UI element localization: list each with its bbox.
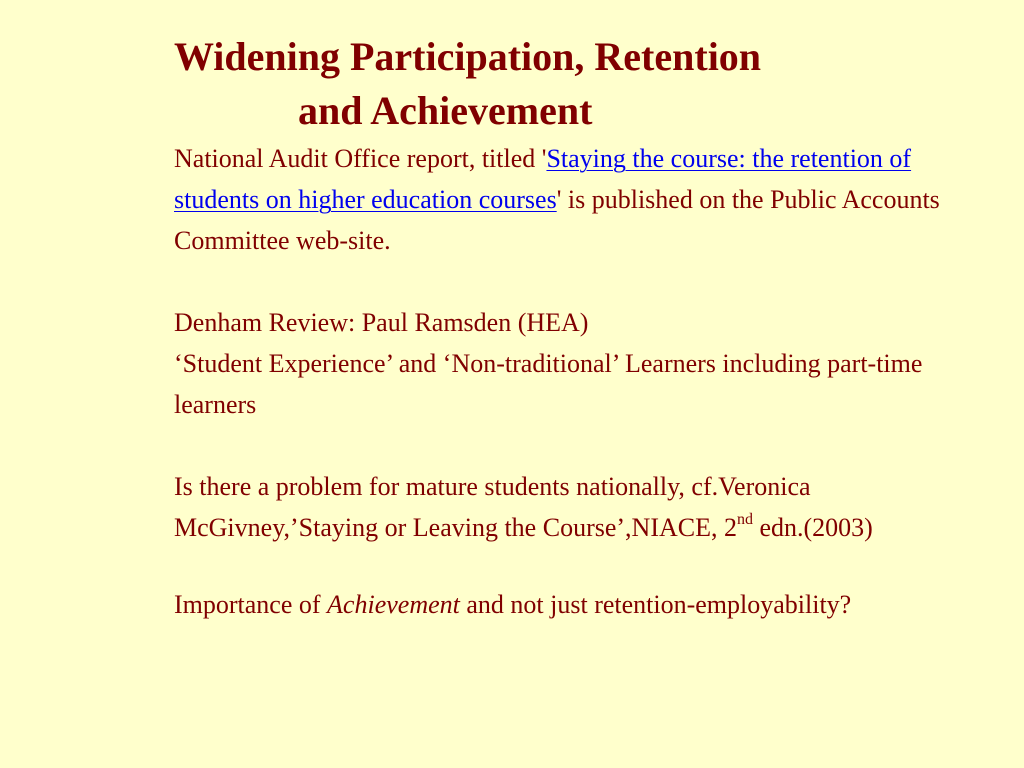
title-line-1: Widening Participation, Retention [174, 34, 762, 79]
achievement-emphasis: Achievement [327, 590, 460, 619]
spacer [174, 548, 964, 584]
mature-students-paragraph [174, 466, 964, 548]
nao-report-suffix: ' is published on the Public Accounts Committee web-site. [174, 185, 940, 255]
nao-report-link[interactable]: Staying the course: the retention of students on higher education courses [174, 144, 912, 214]
mature-students-text: Is there a problem for mature students nationally, cf.Veronica McGivney,’Staying or Leaving the Course’,NIACE, 2 [174, 472, 811, 542]
slide-body [174, 138, 964, 625]
nao-report-paragraph [174, 138, 964, 261]
edition-text: edn.(2003) [752, 513, 873, 542]
nao-report-prefix: National Audit Office report, titled ' [174, 144, 547, 173]
importance-suffix: and not just retention-employability? [459, 590, 852, 619]
title-line-2: and Achievement [298, 88, 593, 133]
spacer [174, 261, 964, 302]
denham-review-line-1: Denham Review: Paul Ramsden (HEA) [174, 308, 589, 337]
importance-prefix: Importance of [174, 590, 328, 619]
denham-review-line-2: ‘Student Experience’ and ‘Non-traditional’ Learners including part-time learners [174, 349, 923, 419]
edition-superscript: nd [736, 511, 753, 529]
denham-review-paragraph [174, 302, 964, 425]
importance-paragraph [174, 584, 964, 625]
slide-title [174, 30, 761, 138]
spacer [174, 425, 964, 466]
